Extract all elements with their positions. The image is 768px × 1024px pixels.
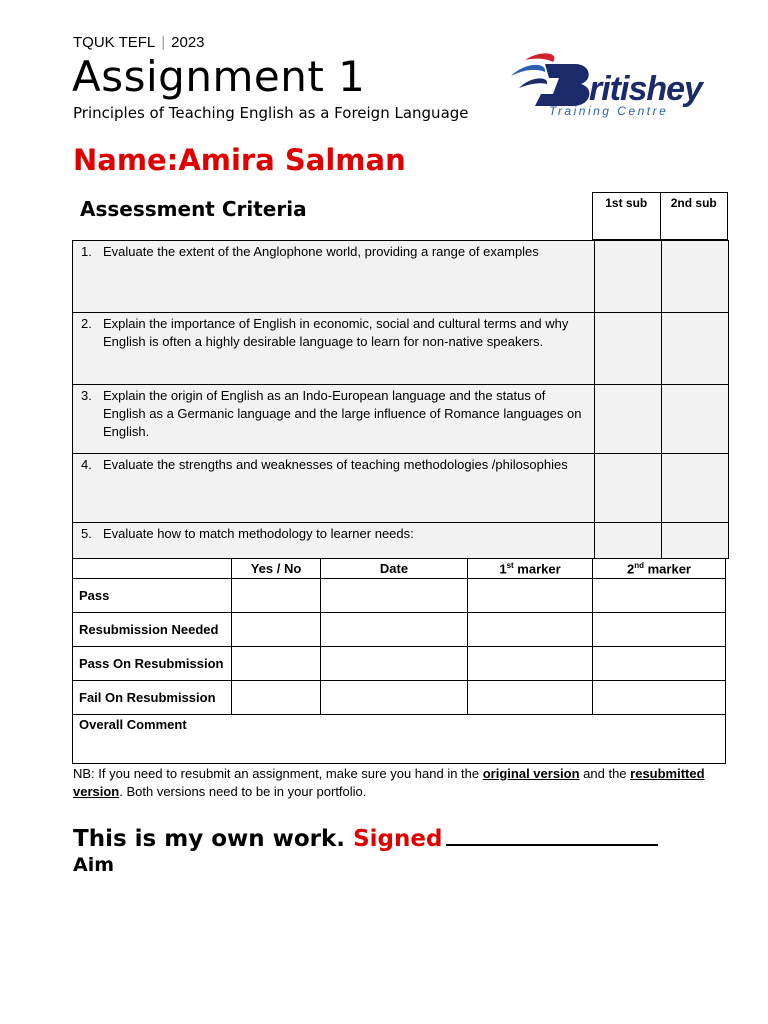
result-row-fail-on-resubmission <box>73 681 726 715</box>
logo-wing-blue <box>511 65 545 76</box>
second-marker-word: marker <box>644 561 691 577</box>
second-marker-header <box>593 559 726 579</box>
declaration-text: This is my own work. <box>73 826 354 852</box>
yes-no-cell[interactable] <box>232 579 321 613</box>
year: 2023 <box>171 34 205 51</box>
logo-wing-red <box>525 53 554 62</box>
yes-no-cell[interactable] <box>232 613 321 647</box>
overall-comment-label: Overall Comment <box>79 717 187 732</box>
yes-no-cell[interactable] <box>232 647 321 681</box>
date-cell[interactable] <box>321 613 468 647</box>
note-middle: and the <box>579 766 631 781</box>
first-sub-cell[interactable] <box>595 523 662 559</box>
second-sub-cell[interactable] <box>662 454 729 523</box>
first-marker-header <box>468 559 593 579</box>
logo-tagline: Training Centre <box>549 104 669 118</box>
result-label: Resubmission Needed <box>73 613 232 647</box>
sub-header <box>592 192 728 240</box>
criterion-row <box>73 241 729 313</box>
first-sub-cell[interactable] <box>595 385 662 454</box>
second-marker-cell[interactable] <box>593 579 726 613</box>
criterion-row <box>73 523 729 559</box>
criterion-number: 2. <box>81 316 92 331</box>
date-cell[interactable] <box>321 647 468 681</box>
second-marker-cell[interactable] <box>593 613 726 647</box>
second-sub-cell[interactable] <box>662 523 729 559</box>
note-resubmitted-version: resubmitted version <box>73 766 705 799</box>
signature-line[interactable] <box>446 820 658 846</box>
page-subtitle: Principles of Teaching English as a Foreign Language <box>73 104 469 122</box>
criterion-number: 5. <box>81 526 92 541</box>
criterion-row <box>73 385 729 454</box>
result-label: Pass <box>73 579 232 613</box>
signature-name: Aim <box>73 854 115 876</box>
result-row-pass <box>73 579 726 613</box>
second-sub-cell[interactable] <box>662 241 729 313</box>
date-header: Date <box>321 559 468 579</box>
first-sub-cell[interactable] <box>595 241 662 313</box>
criterion-row <box>73 313 729 385</box>
org-name: TQUK TEFL <box>73 34 156 51</box>
signed-label: Signed <box>353 826 443 852</box>
criterion-text: Evaluate the strengths and weaknesses of teaching methodologies /philosophies <box>103 457 568 472</box>
note-original-version: original version <box>482 766 580 781</box>
second-marker-number: 2 <box>627 561 635 577</box>
page-title: Assignment 1 <box>72 52 366 101</box>
yes-no-cell[interactable] <box>232 681 321 715</box>
criterion-text: Explain the importance of English in economic, social and cultural terms and why English is often a highly desirable language to learn for non-native speakers. <box>103 316 569 349</box>
result-label: Fail On Resubmission <box>73 681 232 715</box>
first-marker-number: 1 <box>499 561 507 577</box>
date-cell[interactable] <box>321 681 468 715</box>
second-marker-suffix: nd <box>634 560 645 570</box>
second-marker-cell[interactable] <box>593 681 726 715</box>
criterion-number: 4. <box>81 457 92 472</box>
criteria-table <box>72 240 729 559</box>
first-marker-cell[interactable] <box>468 647 593 681</box>
first-marker-cell[interactable] <box>468 613 593 647</box>
logo-wing-navy <box>519 78 547 88</box>
resubmission-note <box>73 765 713 801</box>
criterion-text: Explain the origin of English as an Indo-European language and the status of English as a Germanic language and the large influence of Romance languages on English. <box>103 388 582 439</box>
britishey-logo <box>505 48 735 120</box>
first-marker-word: marker <box>513 561 561 577</box>
results-table <box>72 558 726 764</box>
assessment-heading: Assessment Criteria <box>80 197 307 221</box>
second-sub-header: 2nd sub <box>670 196 717 210</box>
first-marker-suffix: st <box>506 560 514 570</box>
first-marker-cell[interactable] <box>468 579 593 613</box>
logo-wordmark: ritishey <box>589 70 702 108</box>
header-meta <box>73 34 205 51</box>
second-marker-cell[interactable] <box>593 647 726 681</box>
first-sub-cell[interactable] <box>595 313 662 385</box>
first-sub-header: 1st sub <box>593 193 661 239</box>
yes-no-header: Yes / No <box>232 559 321 579</box>
results-header-row <box>73 559 726 579</box>
overall-comment-row <box>73 715 726 764</box>
criterion-number: 1. <box>81 244 92 259</box>
second-sub-cell[interactable] <box>662 313 729 385</box>
note-prefix: NB: If you need to resubmit an assignment, make sure you hand in the <box>73 766 483 781</box>
result-row-pass-on-resubmission <box>73 647 726 681</box>
criterion-number: 3. <box>81 388 92 403</box>
criterion-row <box>73 454 729 523</box>
criterion-text: Evaluate how to match methodology to learner needs: <box>103 526 414 541</box>
first-sub-cell[interactable] <box>595 454 662 523</box>
results-corner-cell <box>73 559 232 579</box>
criterion-text: Evaluate the extent of the Anglophone world, providing a range of examples <box>103 244 539 259</box>
second-sub-cell[interactable] <box>662 385 729 454</box>
overall-comment-cell[interactable] <box>73 715 726 764</box>
note-suffix: . Both versions need to be in your portfolio. <box>119 784 367 799</box>
declaration <box>73 820 658 852</box>
date-cell[interactable] <box>321 579 468 613</box>
first-marker-cell[interactable] <box>468 681 593 715</box>
header-separator: | <box>161 34 166 51</box>
result-row-resubmission-needed <box>73 613 726 647</box>
student-name: Name:Amira Salman <box>73 143 406 177</box>
result-label: Pass On Resubmission <box>73 647 232 681</box>
